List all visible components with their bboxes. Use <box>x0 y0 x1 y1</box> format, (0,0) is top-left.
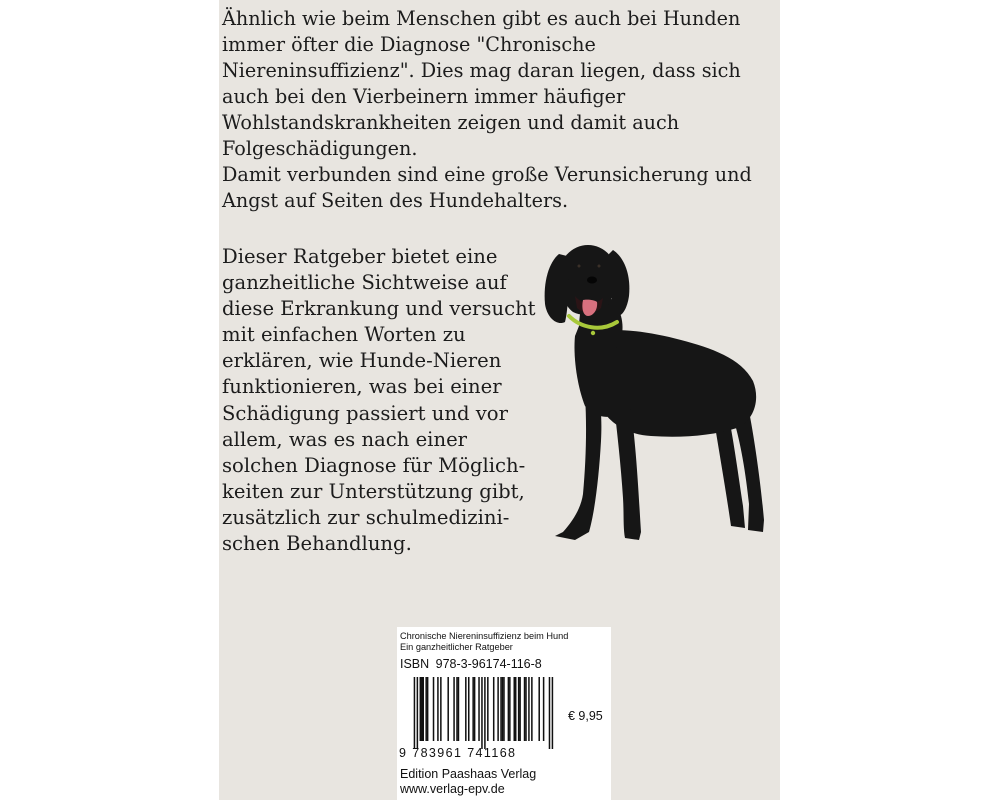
barcode-bar <box>509 677 511 741</box>
barcode-bar <box>531 677 533 741</box>
barcode-bar <box>519 677 521 741</box>
barcode-bar <box>525 677 527 741</box>
barcode-bar <box>425 677 427 741</box>
barcode-bar <box>543 677 545 741</box>
barcode-bar <box>472 677 474 741</box>
barcode-bar <box>433 677 435 741</box>
description-text <box>222 244 536 557</box>
barcode-bar <box>503 677 505 741</box>
barcode-bar <box>447 677 449 741</box>
intro-paragraph: Ähnlich wie beim Menschen gibt es auch bei Hunden immer öfter die Diagnose "Chronische Niereninsuffizienz". Dies mag daran liegen, dass sich auch bei den Vierbeinern immer häufiger Wohlstandskrankheiten zeigen und damit auch Folgeschädigungen. <box>222 7 741 160</box>
barcode-bar <box>552 677 554 749</box>
barcode-bar <box>497 677 499 741</box>
barcode-bar <box>427 677 429 741</box>
book-subtitle: Ein ganzheitlicher Ratgeber <box>400 642 513 652</box>
description-line: funktionieren, was bei einer <box>222 375 502 399</box>
description-line: mit einfachen Worten zu <box>222 323 466 347</box>
barcode-bar <box>508 677 510 741</box>
description-line: solchen Diagnose für Möglich- <box>222 453 526 477</box>
barcode-bar <box>456 677 458 741</box>
book-back-cover <box>219 0 780 800</box>
barcode-bar <box>422 677 424 741</box>
barcode-digits: 9 783961 741168 <box>399 746 517 760</box>
barcode-bar <box>417 677 419 749</box>
barcode-bar <box>524 677 526 741</box>
barcode-bar <box>421 677 423 741</box>
barcode-bar <box>468 677 470 741</box>
barcode-bar <box>513 677 515 741</box>
price-label: € 9,95 <box>568 709 603 723</box>
description-line: diese Erkrankung und versucht <box>222 297 536 321</box>
barcode-bar <box>414 677 416 749</box>
barcode-bar <box>481 677 483 749</box>
description-line: keiten zur Unterstützung gibt, <box>222 479 525 503</box>
intro-paragraph: Damit verbunden sind eine große Verunsicherung und Angst auf Seiten des Hundehalters. <box>222 163 752 212</box>
barcode-bar <box>487 677 489 741</box>
barcode-bar <box>458 677 460 741</box>
barcode-bar <box>518 677 520 741</box>
publisher-name: Edition Paashaas Verlag <box>400 767 537 781</box>
barcode-bar <box>538 677 540 741</box>
isbn-number: ISBN 978-3-96174-116-8 <box>400 657 542 671</box>
barcode-bar <box>500 677 502 741</box>
barcode-bar <box>502 677 504 741</box>
dog-photo <box>541 236 780 556</box>
description-line: Schädigung passiert und vor <box>222 401 508 425</box>
barcode-bar <box>478 677 480 741</box>
barcode-bar <box>528 677 530 741</box>
barcode-bar <box>437 677 439 741</box>
book-title: Chronische Niereninsuffizienz beim Hund <box>400 631 569 641</box>
description-line: erklären, wie Hunde-Nieren <box>222 349 502 373</box>
publisher-url: www.verlag-epv.de <box>400 782 505 796</box>
barcode-bar <box>453 677 455 741</box>
barcode-icon <box>399 677 559 749</box>
intro-text <box>222 6 777 214</box>
isbn-barcode-label <box>397 627 611 800</box>
barcode-bar <box>474 677 476 741</box>
description-line: ganzheitliche Sichtweise auf <box>222 271 507 295</box>
barcode-bar <box>440 677 442 741</box>
description-line: allem, was es nach einer <box>222 427 468 451</box>
barcode-bar <box>465 677 467 741</box>
barcode-bar <box>515 677 517 741</box>
barcode-bar <box>549 677 551 749</box>
description-line: schen Behandlung. <box>222 532 412 556</box>
description-line: zusätzlich zur schulmedizini- <box>222 505 510 529</box>
barcode-bar <box>484 677 486 749</box>
description-line: Dieser Ratgeber bietet eine <box>222 245 498 268</box>
barcode-bar <box>493 677 495 741</box>
barcode-bar <box>420 677 422 741</box>
